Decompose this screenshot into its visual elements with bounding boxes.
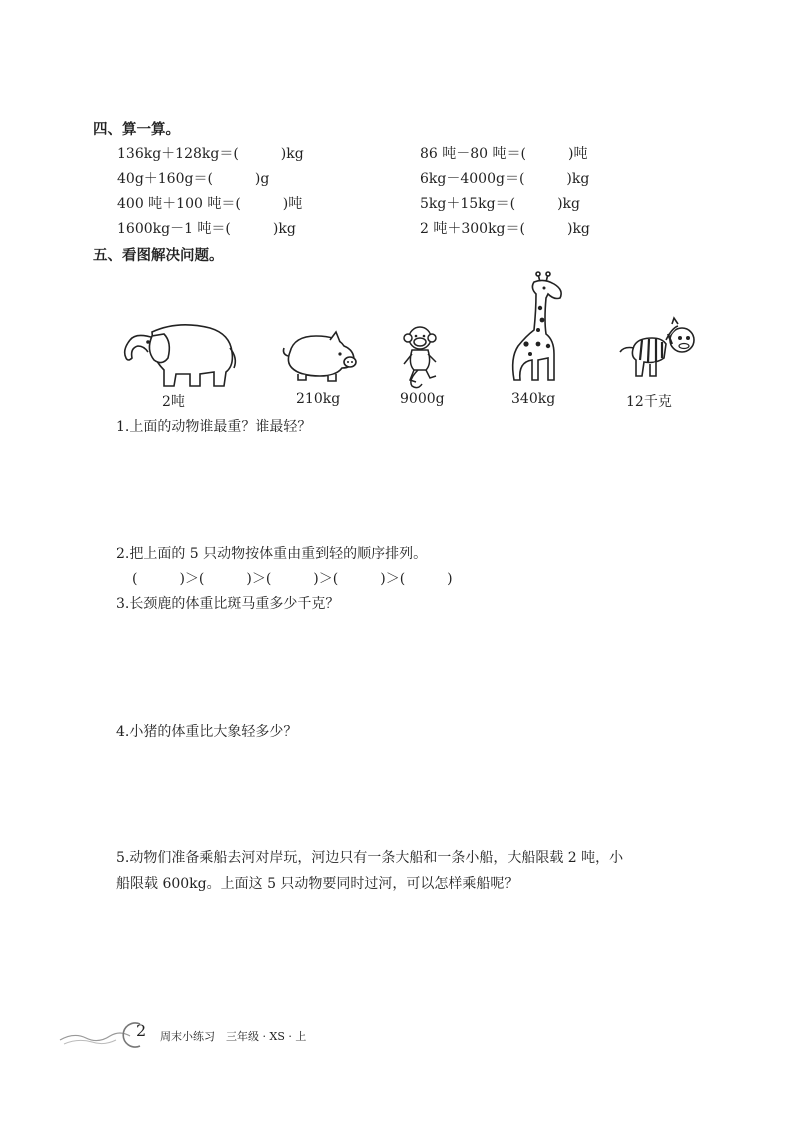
question-3: 3.长颈鹿的体重比斑马重多少千克？ bbox=[116, 596, 340, 612]
page-number: 2 bbox=[136, 1021, 147, 1040]
elephant-illustration bbox=[118, 318, 240, 390]
question-5-line-1: 5.动物们准备乘船去河对岸玩，河边只有一条大船和一条小船，大船限载 2 吨，小 bbox=[116, 850, 624, 866]
equation-4: 6kg－4000g＝( )kg bbox=[420, 171, 590, 187]
giraffe-weight-label: 340kg bbox=[511, 391, 556, 407]
giraffe-illustration bbox=[498, 270, 570, 388]
equation-2: 86 吨－80 吨＝( )吨 bbox=[420, 146, 588, 162]
question-5-line-2: 船限载 600kg。上面这 5 只动物要同时过河，可以怎样乘船呢？ bbox=[116, 876, 519, 892]
footer-wave-decoration bbox=[56, 1018, 148, 1048]
monkey-illustration bbox=[398, 324, 442, 390]
section4-heading: 四、算一算。 bbox=[93, 122, 180, 138]
zebra-weight-label: 12千克 bbox=[626, 394, 672, 410]
equation-6: 5kg＋15kg＝( )kg bbox=[420, 196, 580, 212]
pig-illustration bbox=[280, 330, 360, 382]
equation-8: 2 吨＋300kg＝( )kg bbox=[420, 221, 590, 237]
question-1: 1.上面的动物谁最重？谁最轻？ bbox=[116, 419, 312, 435]
equation-5: 400 吨＋100 吨＝( )吨 bbox=[117, 196, 303, 212]
elephant-weight-label: 2吨 bbox=[162, 394, 185, 410]
monkey-weight-label: 9000g bbox=[400, 391, 445, 407]
equation-1: 136kg＋128kg＝( )kg bbox=[117, 146, 304, 162]
zebra-illustration bbox=[616, 316, 698, 380]
question-4: 4.小猪的体重比大象轻多少？ bbox=[116, 724, 298, 740]
equation-7: 1600kg－1 吨＝( )kg bbox=[117, 221, 296, 237]
question-2: 2.把上面的 5 只动物按体重由重到轻的顺序排列。 bbox=[116, 546, 428, 562]
footer-title: 周末小练习 三年级 · XS · 上 bbox=[160, 1030, 307, 1043]
equation-3: 40g＋160g＝( )g bbox=[117, 171, 270, 187]
ordering-blanks: ( )＞( )＞( )＞( )＞( ) bbox=[132, 571, 453, 587]
pig-weight-label: 210kg bbox=[296, 391, 341, 407]
section5-heading: 五、看图解决问题。 bbox=[93, 248, 224, 264]
